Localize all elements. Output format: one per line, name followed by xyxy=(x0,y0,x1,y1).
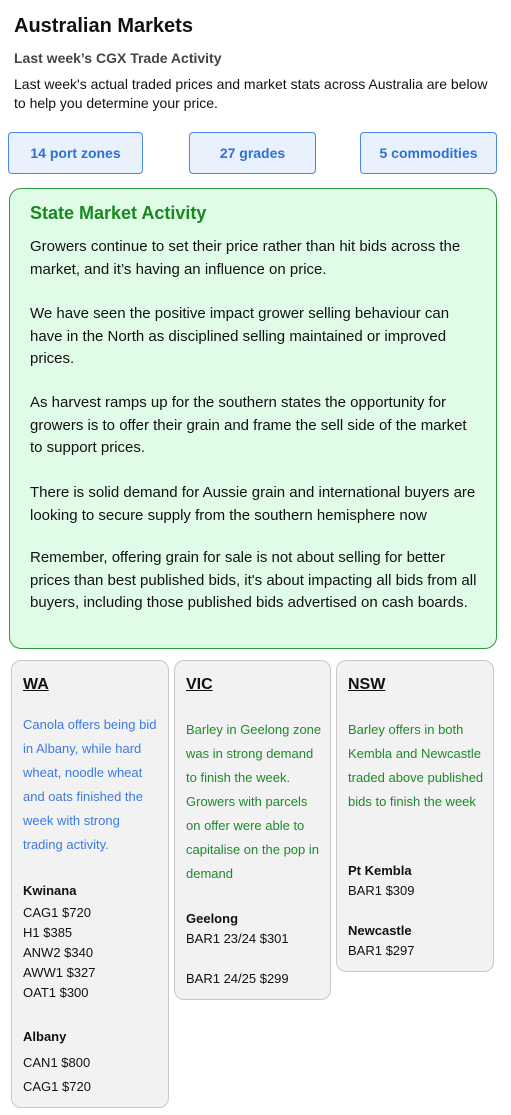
price-item: ANW2 $340 xyxy=(23,945,94,960)
price-item: BAR1 $297 xyxy=(348,943,415,958)
activity-paragraph: Growers continue to set their price rather than hit bids across the market, and it’s having an influence on price. xyxy=(30,238,461,278)
price-item: BAR1 $309 xyxy=(348,883,415,898)
port-name: Geelong xyxy=(186,911,239,926)
port-name: Kwinana xyxy=(23,883,77,898)
port-name: Pt Kembla xyxy=(348,863,412,878)
grades-button[interactable]: 27 grades xyxy=(189,132,316,174)
price-item: CAG1 $720 xyxy=(23,905,91,920)
port-group xyxy=(348,861,484,901)
activity-paragraph: As harvest ramps up for the southern states the opportunity for growers is to offer their grain and frame the sell side of the market to support prices. xyxy=(30,394,467,456)
price-item: AWW1 $327 xyxy=(23,965,96,980)
port-name: Albany xyxy=(23,1029,67,1044)
activity-paragraph: Remember, offering grain for sale is not about selling for better prices than best published bids, it's about impacting all bids from all buyers, including those published bids advertised on cash boards. xyxy=(30,549,477,611)
region-description: Canola offers being bid in Albany, while hard wheat, noodle wheat and oats finished the week with strong trading activity. xyxy=(23,717,157,852)
port-zones-button[interactable]: 14 port zones xyxy=(8,132,143,174)
price-item: OAT1 $300 xyxy=(23,985,89,1000)
region-title[interactable]: WA xyxy=(23,676,49,693)
region-description: Barley in Geelong zone was in strong demand to finish the week. Growers with parcels on offer were able to capitalise on the pop in demand xyxy=(186,722,322,881)
page-title: Australian Markets xyxy=(14,15,193,37)
price-item: H1 $385 xyxy=(23,925,73,940)
state-market-activity-title: State Market Activity xyxy=(30,203,207,223)
activity-paragraph: There is solid demand for Aussie grain and international buyers are looking to secure supply from the southern hemisphere now xyxy=(30,484,476,524)
port-name: Newcastle xyxy=(348,923,412,938)
intro-text: Last week's actual traded prices and market stats across Australia are below to help you determine your price. xyxy=(14,76,488,111)
region-title[interactable]: VIC xyxy=(186,676,213,693)
port-group xyxy=(23,881,159,1003)
price-item: BAR1 24/25 $299 xyxy=(186,971,289,986)
state-market-activity-panel xyxy=(9,188,497,649)
port-group xyxy=(348,921,484,961)
region-card-nsw xyxy=(336,660,494,972)
price-item: CAG1 $720 xyxy=(23,1079,91,1094)
region-card-vic xyxy=(174,660,331,1000)
region-description: Barley offers in both Kembla and Newcastle traded above published bids to finish the week xyxy=(348,722,484,809)
price-item: BAR1 23/24 $301 xyxy=(186,931,289,946)
port-group xyxy=(23,1027,159,1099)
region-title[interactable]: NSW xyxy=(348,676,386,693)
page-subtitle: Last week’s CGX Trade Activity xyxy=(14,50,222,66)
port-group xyxy=(186,909,322,989)
price-item: CAN1 $800 xyxy=(23,1055,91,1070)
region-card-wa xyxy=(11,660,169,1108)
commodities-button[interactable]: 5 commodities xyxy=(360,132,497,174)
activity-paragraph: We have seen the positive impact grower selling behaviour can have in the North as disciplined selling maintained or improved prices. xyxy=(30,305,450,367)
